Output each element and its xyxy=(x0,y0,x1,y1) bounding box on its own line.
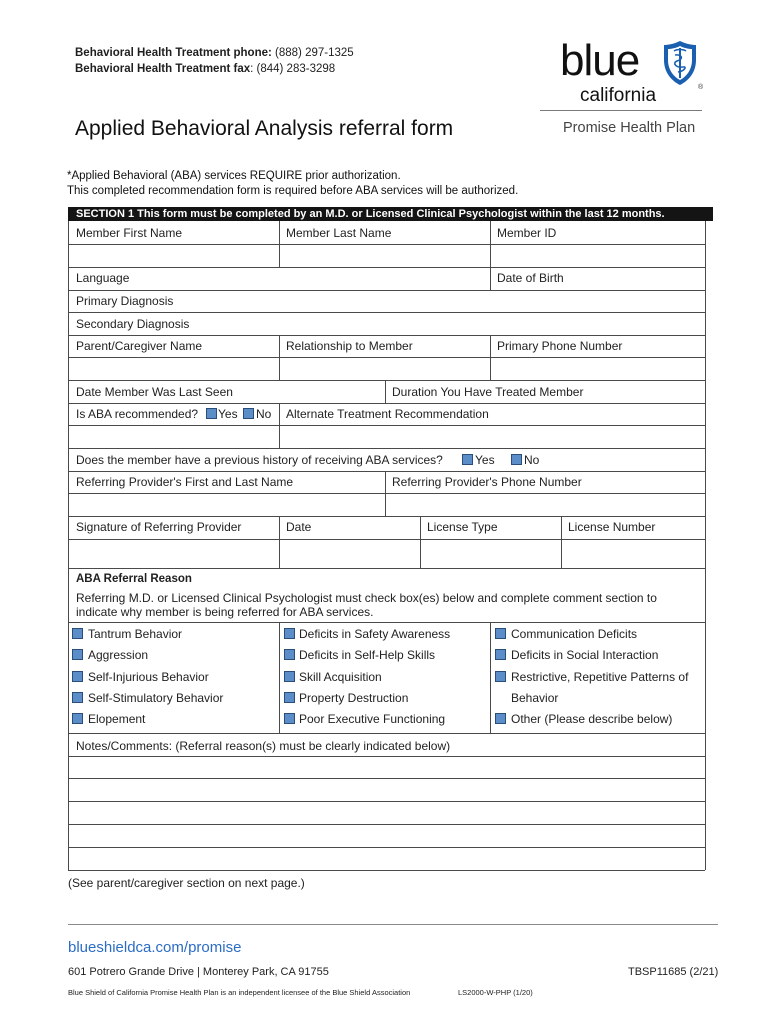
notes-label: Notes/Comments: (Referral reason(s) must be clearly indicated below) xyxy=(76,739,451,753)
primary-diagnosis-label: Primary Diagnosis xyxy=(76,294,174,308)
see-next-page-note: (See parent/caregiver section on next page.) xyxy=(68,876,305,890)
bh-phone-value: (888) 297-1325 xyxy=(271,47,354,59)
member-first-name-field[interactable] xyxy=(69,245,279,267)
skill-acquisition-label: Skill Acquisition xyxy=(299,670,382,684)
communication-deficits-label: Communication Deficits xyxy=(511,627,638,641)
duration-treated-label: Duration You Have Treated Member xyxy=(392,385,584,399)
member-id-label: Member ID xyxy=(497,226,557,240)
provider-name-field[interactable] xyxy=(69,494,385,516)
license-number-field[interactable] xyxy=(562,540,705,568)
restrictive-repetitive-label-cont: Behavior xyxy=(511,691,559,705)
self-injurious-label: Self-Injurious Behavior xyxy=(88,670,209,684)
restrictive-repetitive-checkbox[interactable] xyxy=(495,671,506,682)
logo-divider xyxy=(540,110,702,111)
bh-fax-value: : (844) 283-3298 xyxy=(250,63,336,75)
restrictive-repetitive-label: Restrictive, Repetitive Patterns of xyxy=(511,670,689,684)
reason-right-border xyxy=(705,568,706,870)
primary-phone-label: Primary Phone Number xyxy=(497,339,623,353)
blue-shield-logo xyxy=(560,36,705,114)
registered-mark: ® xyxy=(698,84,704,91)
aba-yes-checkbox[interactable] xyxy=(206,408,217,419)
self-help-label: Deficits in Self-Help Skills xyxy=(299,648,436,662)
reason-heading: ABA Referral Reason xyxy=(76,573,192,585)
elopement-label: Elopement xyxy=(88,712,146,726)
parent-caregiver-label: Parent/Caregiver Name xyxy=(76,339,203,353)
date-label: Date xyxy=(286,520,312,534)
safety-awareness-checkbox[interactable] xyxy=(284,628,295,639)
tantrum-checkbox[interactable] xyxy=(72,628,83,639)
executive-functioning-label: Poor Executive Functioning xyxy=(299,712,446,726)
relationship-field[interactable] xyxy=(280,358,490,380)
executive-functioning-checkbox[interactable] xyxy=(284,713,295,724)
footer-disclaimer: Blue Shield of California Promise Health Plan is an independent licensee of the Blue Shield Association xyxy=(68,988,411,997)
social-interaction-checkbox[interactable] xyxy=(495,649,506,660)
member-last-name-field[interactable] xyxy=(280,245,490,267)
footer-code: TBSP11685 (2/21) xyxy=(628,966,719,978)
provider-name-label: Referring Provider's First and Last Name xyxy=(76,475,294,489)
self-injurious-checkbox[interactable] xyxy=(72,671,83,682)
aggression-checkbox[interactable] xyxy=(72,649,83,660)
shield-caduceus-icon xyxy=(662,40,698,86)
section-1-header: SECTION 1 This form must be completed by an M.D. or Licensed Clinical Psychologist within the last 12 months. xyxy=(68,207,713,221)
safety-awareness-label: Deficits in Safety Awareness xyxy=(299,627,451,641)
skill-acquisition-checkbox[interactable] xyxy=(284,671,295,682)
elopement-checkbox[interactable] xyxy=(72,713,83,724)
logo-state: california xyxy=(580,85,657,106)
member-id-field[interactable] xyxy=(491,245,705,267)
relationship-label: Relationship to Member xyxy=(286,339,413,353)
plan-name: Promise Health Plan xyxy=(563,120,696,136)
bh-fax-label: Behavioral Health Treatment fax xyxy=(75,63,251,75)
signature-field[interactable] xyxy=(69,540,279,568)
bh-phone-label: Behavioral Health Treatment phone: xyxy=(75,47,272,59)
communication-deficits-checkbox[interactable] xyxy=(495,628,506,639)
other-checkbox[interactable] xyxy=(495,713,506,724)
property-destruction-checkbox[interactable] xyxy=(284,692,295,703)
self-stimulatory-checkbox[interactable] xyxy=(72,692,83,703)
aba-recommended-label: Is ABA recommended? xyxy=(76,407,199,421)
footer-url[interactable]: blueshieldca.com/promise xyxy=(68,939,242,956)
other-label: Other (Please describe below) xyxy=(511,712,673,726)
bh-fax-line xyxy=(75,61,335,77)
language-label: Language xyxy=(76,271,130,285)
parent-caregiver-field[interactable] xyxy=(69,358,279,380)
signature-label: Signature of Referring Provider xyxy=(76,520,242,534)
tantrum-label: Tantrum Behavior xyxy=(88,627,183,641)
logo-word: blue xyxy=(560,36,640,85)
notes-field[interactable] xyxy=(69,757,705,869)
reason-instructions-2: indicate why member is being referred for ABA services. xyxy=(76,605,374,619)
prev-history-yes-checkbox[interactable] xyxy=(462,454,473,465)
footer-address: 601 Potrero Grande Drive | Monterey Park, CA 91755 xyxy=(68,966,329,978)
aba-no-checkbox[interactable] xyxy=(243,408,254,419)
reason-instructions-1: Referring M.D. or Licensed Clinical Psychologist must check box(es) below and complete comment section to xyxy=(76,591,657,605)
footer-divider xyxy=(68,924,718,925)
dob-label: Date of Birth xyxy=(497,271,564,285)
social-interaction-label: Deficits in Social Interaction xyxy=(511,648,659,662)
self-stimulatory-label: Self-Stimulatory Behavior xyxy=(88,691,224,705)
date-field[interactable] xyxy=(280,540,420,568)
prev-history-no-label: No xyxy=(524,453,540,467)
provider-phone-label: Referring Provider's Phone Number xyxy=(392,475,582,489)
prev-history-no-checkbox[interactable] xyxy=(511,454,522,465)
aba-yes-label: Yes xyxy=(218,407,238,421)
license-type-field[interactable] xyxy=(421,540,561,568)
primary-phone-field[interactable] xyxy=(491,358,705,380)
prev-history-yes-label: Yes xyxy=(475,453,495,467)
date-last-seen-label: Date Member Was Last Seen xyxy=(76,385,233,399)
property-destruction-label: Property Destruction xyxy=(299,691,409,705)
provider-phone-field[interactable] xyxy=(386,494,705,516)
footer-form-number: LS2000-W-PHP (1/20) xyxy=(458,988,533,997)
bh-phone-line xyxy=(75,45,354,61)
member-first-name-label: Member First Name xyxy=(76,226,183,240)
secondary-diagnosis-label: Secondary Diagnosis xyxy=(76,317,190,331)
license-number-label: License Number xyxy=(568,520,656,534)
alt-treatment-label: Alternate Treatment Recommendation xyxy=(286,407,489,421)
self-help-checkbox[interactable] xyxy=(284,649,295,660)
form-title: Applied Behavioral Analysis referral form xyxy=(75,117,454,140)
prev-history-label: Does the member have a previous history of receiving ABA services? xyxy=(76,453,443,467)
member-last-name-label: Member Last Name xyxy=(286,226,392,240)
aggression-label: Aggression xyxy=(88,648,149,662)
intro-line-2: This completed recommendation form is required before ABA services will be authorized. xyxy=(67,185,519,197)
license-type-label: License Type xyxy=(427,520,498,534)
intro-line-1: *Applied Behavioral (ABA) services REQUIRE prior authorization. xyxy=(67,170,401,182)
alt-treatment-field[interactable] xyxy=(280,426,705,448)
aba-no-label: No xyxy=(256,407,272,421)
